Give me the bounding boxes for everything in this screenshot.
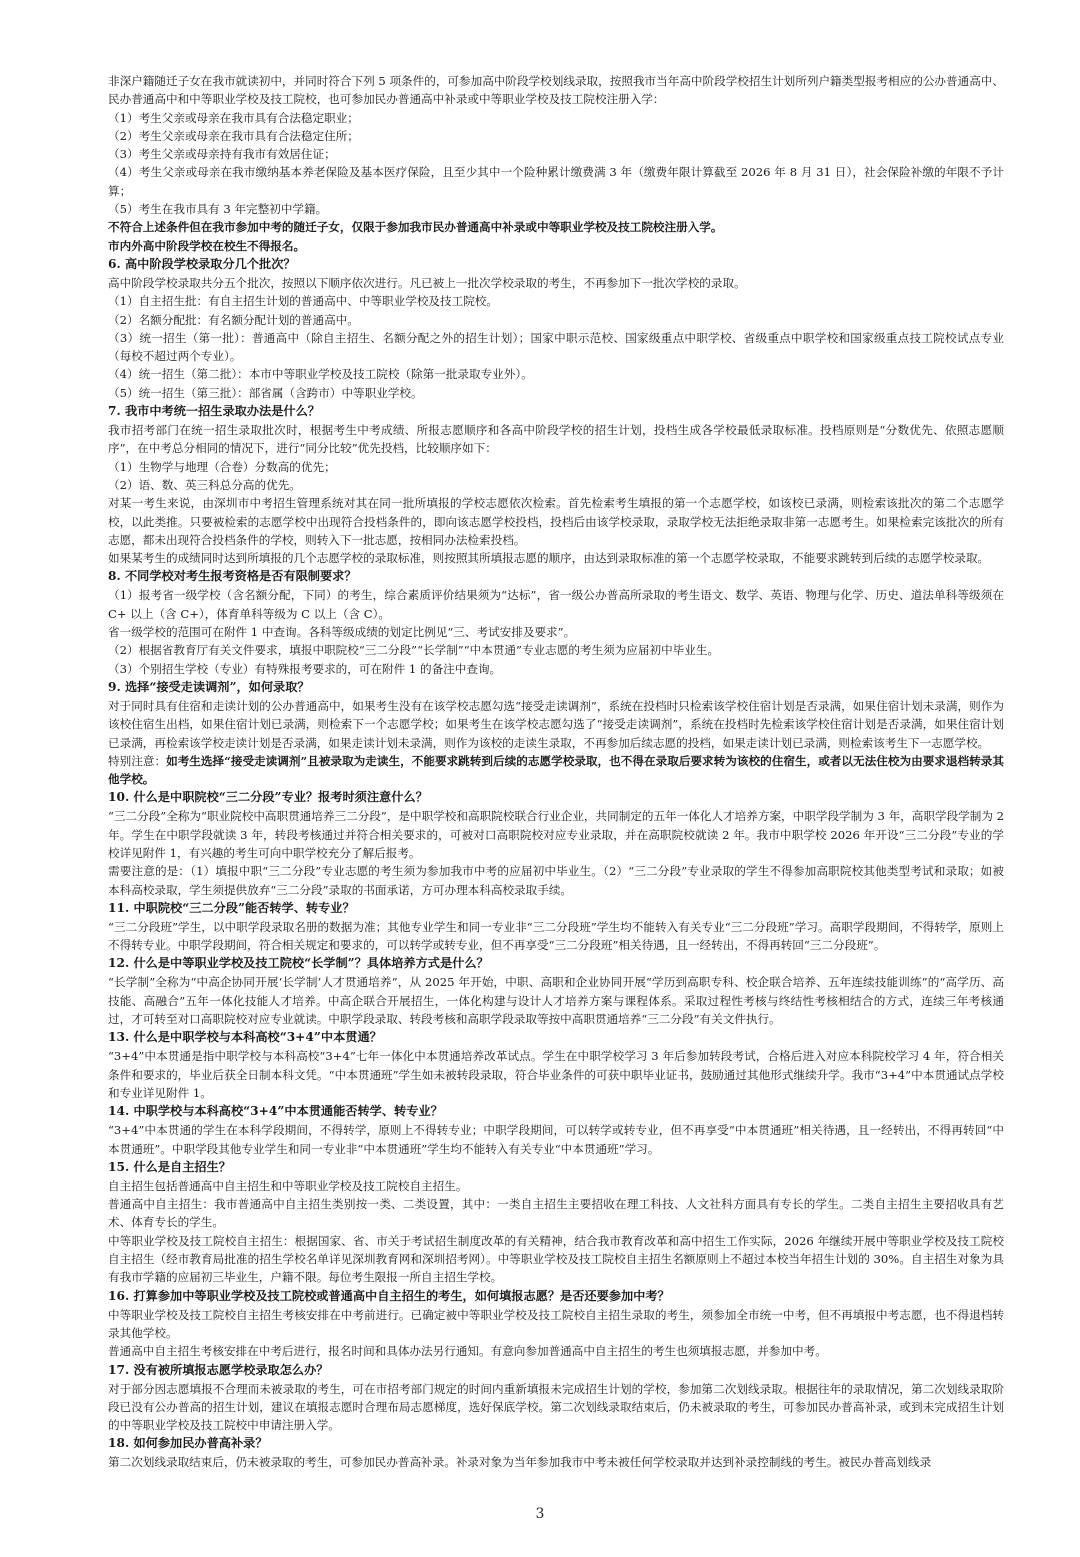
bold-note: 市内外高中阶段学校在校生不得报名。: [108, 238, 306, 253]
paragraph: 如果某考生的成绩同时达到所填报的几个志愿学校的录取标准，则按照其所填报志愿的顺序，由达到录取标准的第一个志愿学校录取，不能要求跳转到后续的志愿学校录取。: [108, 551, 990, 566]
paragraph: 普通高中自主招生：我市普通高中自主招生类别按一类、二类设置，其中：一类自主招生主要招收在理工科技、人文社科方面具有专长的学生。二类自主招生主要招收具有艺术、体育专长的学生。: [108, 1197, 1004, 1230]
list-item: （3）统一招生（第一批）：普通高中（除自主招生、名额分配之外的招生计划）；国家中职示范校、国家级重点中职学校、省级重点中职学校和国家级重点技工院校试点专业（每校不超过两个专业）。: [108, 330, 1004, 364]
condition-item: （1）考生父亲或母亲在我市具有合法稳定职业；: [108, 110, 359, 125]
section-q10: [108, 788, 1004, 898]
condition-item: （4）考生父亲或母亲在我市缴纳基本养老保险及基本医疗保险，且至少其中一个险种累计缴费满 3 年（缴费年限计算截至 2026 年 8 月 31 日），社会保险补缴的年限不予计算；: [108, 165, 1004, 198]
paragraph: 省一级学校的范围可在附件 1 中查询。各科等级成绩的划定比例见“三、考试安排及要求”。: [108, 625, 576, 640]
section-heading: 17. 没有被所填报志愿学校录取怎么办？: [108, 1362, 329, 1377]
paragraph: “三二分段”全称为“职业院校中高职贯通培养三二分段”，是中职学校和高职院校联合行业企业，共同制定的五年一体化人才培养方案，中职学段学制为 3 年，高职学段学制为 2 年。学生在中职学段就读 3 年，转段考核通过并符合相关要求的，可被对口高职院校对应专业录取，并在高职院校就读 2 年。我市中职学校 2026 年开设“三二分段”专业的学校详见附件 1，有兴趣的考生可向中职学校充分了解后报考。: [108, 809, 1004, 860]
section-q7: [108, 402, 1004, 567]
section-q6: [108, 255, 1004, 402]
intro-section: [108, 72, 1004, 255]
section-q15: [108, 1158, 1004, 1287]
paragraph: 对某一考生来说，由深圳市中考招生管理系统对其在同一批所填报的学校志愿依次检索。首先检索考生填报的第一个志愿学校，如该校已录满，则检索该批次的第二个志愿学校，以此类推。只要被检索的志愿学校中出现符合投档条件的，即向该志愿学校投档，投档后由该学校录取，录取学校无法拒绝录取非第一志愿考生。如果检索完该批次的所有志愿，都未出现符合投档条件的学校，则转入下一批志愿，按相同办法检索投档。: [108, 496, 1004, 547]
section-heading: 12. 什么是中等职业学校及技工院校“长学制”？具体培养方式是什么？: [108, 956, 489, 971]
list-item: （1）生物学与地理（合卷）分数高的优先；: [108, 459, 336, 474]
paragraph: 对于同时具有住宿和走读计划的公办普通高中，如果考生没有在该学校志愿勾选“接受走读调剂”，系统在投档时只检索该学校住宿计划是否录满，如果住宿计划未录满，则作为该校住宿生出档，如果住宿计划已录满，则检索下一个志愿学校；如果考生在该学校志愿勾选了“接受走读调剂”，系统在投档时先检索该学校住宿计划是否录满，如果住宿计划已录满，再检索该学校走读计划是否录满，如果走读计划未录满，则作为该校的走读生录取，不再参加后续志愿的投档，如果走读计划已录满，则检索该考生下一志愿学校。: [108, 698, 1004, 750]
list-item: （4）统一招生（第二批）：本市中等职业学校及技工院校（除第一批录取专业外）。: [108, 367, 533, 382]
list-item: （2）名额分配批：有名额分配计划的普通高中。: [108, 312, 359, 327]
section-q12: [108, 954, 1004, 1028]
section-q13: [108, 1028, 1004, 1102]
condition-item: （2）考生父亲或母亲在我市具有合法稳定住所；: [108, 128, 359, 143]
list-item: （5）统一招生（第三批）：部省属（含跨市）中等职业学校。: [108, 385, 423, 400]
section-q8: [108, 567, 1004, 677]
special-note: [108, 752, 1004, 789]
paragraph: “3+4”中本贯通的学生在本科学段期间，不得转学，原则上不得转专业；中职学段期间，可以转学或转专业，但不再享受“中本贯通班”相关待遇，且一经转出，不得再转回“中本贯通班”。中职学段其他专业学生和同一专业非“中本贯通班”学生均不能转入有关专业“中本贯通班”学习。: [108, 1123, 1004, 1156]
paragraph: 我市招考部门在统一招生录取批次时，根据考生中考成绩、所报志愿顺序和各高中阶段学校的招生计划，投档生成各学校最低录取标准。投档原则是“分数优先、依照志愿顺序”，在中考总分相同的情况下，进行“同分比较”优先投档，比较顺序如下：: [108, 423, 1004, 456]
section-q9: [108, 678, 1004, 788]
section-heading: 9. 选择“接受走读调剂”，如何录取？: [108, 679, 310, 694]
paragraph: “三二分段班”学生，以中职学段录取名册的数据为准；其他专业学生和同一专业非“三二分段班”学生均不能转入有关专业“三二分段班”学习。高职学段期间，不得转学，原则上不得转专业。中职学段期间，符合相关规定和要求的，可以转学或转专业，但不再享受“三二分段班”相关待遇，且一经转出，不得再转回“三二分段班”。: [108, 919, 1004, 953]
paragraph: 中等职业学校及技工院校自主招生考核安排在中考前进行。已确定被中等职业学校及技工院校自主招生录取的考生，须参加全市统一中考，但不再填报中考志愿，也不得退档转录其他学校。: [108, 1307, 1004, 1340]
section-heading: 13. 什么是中职学校与本科高校“3+4”中本贯通？: [108, 1030, 382, 1045]
list-item: （1）报考省一级学校（含名额分配，下同）的考生，综合素质评价结果须为“达标”，省一级公办普高所录取的考生语文、数学、英语、物理与化学、历史、道法单科等级须在 C+ 以上（含 C+），体育单科等级为 C 以上（含 C）。: [108, 588, 1004, 621]
paragraph: 自主招生包括普通高中自主招生和中等职业学校及技工院校自主招生。: [108, 1178, 468, 1193]
section-heading: 7. 我市中考统一招生录取办法是什么？: [108, 404, 320, 419]
section-heading: 16. 打算参加中等职业学校及技工院校或普通高中自主招生的考生，如何填报志愿？是否还要参加中考？: [108, 1288, 670, 1303]
section-q17: [108, 1361, 1004, 1435]
section-q11: [108, 899, 1004, 955]
paragraph: “长学制”全称为“中高企协同开展‘长学制’人才贯通培养”，从 2025 年开始，中职、高职和企业协同开展“学历到高职专科、校企联合培养、五年连续技能训练”的“高学历、高技能、高融合”五年一体化技能人才培养。中高企联合开展招生，一体化构建与设计人才培养方案与课程体系。采取过程性考核与终结性考核相结合的方式，连续三年考核通过，才可转至对口高职院校对应专业就读。中职学段录取、转段考核和高职学段录取等按中高职贯通培养“三二分段”有关文件执行。: [108, 975, 1004, 1027]
paragraph: 需要注意的是：（1）填报中职“三二分段”专业志愿的考生须为参加我市中考的应届初中毕业生。（2）“三二分段”专业录取的学生不得参加高职院校其他类型考试和录取；如被本科高校录取，学生须提供放弃“三二分段”录取的书面承诺，方可办理本科高校录取手续。: [108, 864, 1004, 897]
paragraph: 非深户籍随迁子女在我市就读初中，并同时符合下列 5 项条件的，可参加高中阶段学校划线录取，按照我市当年高中阶段学校招生计划所列户籍类型报考相应的公办普通高中、民办普通高中和中等职业学校及技工院校，也可参加民办普通高中补录或中等职业学校及技工院校注册入学：: [108, 74, 1004, 107]
bold-note: 不符合上述条件但在我市参加中考的随迁子女，仅限于参加我市民办普通高中补录或中等职业学校及技工院校注册入学。: [108, 220, 723, 235]
section-heading: 14. 中职学校与本科高校“3+4”中本贯通能否转学、转专业？: [108, 1104, 443, 1119]
paragraph: 中等职业学校及技工院校自主招生：根据国家、省、市关于考试招生制度改革的有关精神，结合我市教育改革和高中招生工作实际，2026 年继续开展中等职业学校及技工院校自主招生（经市教育局批准的招生学校名单详见深圳教育网和深圳招考网）。中等职业学校及技工院校自主招生名额原则上不超过本校当年招生计划的 30%。自主招生对象为具有我市学籍的应届初三毕业生，户籍不限。每位考生限报一所自主招生学校。: [108, 1233, 1004, 1285]
section-heading: 8. 不同学校对考生报考资格是否有限制要求？: [108, 569, 357, 584]
section-heading: 6. 高中阶段学校录取分几个批次？: [108, 256, 296, 271]
section-heading: 15. 什么是自主招生？: [108, 1159, 231, 1174]
section-q14: [108, 1102, 1004, 1158]
note-label: 特别注意：: [108, 753, 167, 768]
condition-item: （5）考生在我市具有 3 年完整初中学籍。: [108, 202, 328, 217]
paragraph: 普通高中自主招生考核安排在中考后进行，报名时间和具体办法另行通知。有意向参加普通高中自主招生的考生也须填报志愿，并参加中考。: [108, 1344, 827, 1359]
paragraph: 第二次划线录取结束后，仍未被录取的考生，可参加民办普高补录。补录对象为当年参加我市中考未被任何学校录取并达到补录控制线的考生。被民办普高划线录: [108, 1455, 932, 1470]
section-q16: [108, 1287, 1004, 1361]
list-item: （1）自主招生批：有自主招生计划的普通高中、中等职业学校及技工院校。: [108, 294, 498, 309]
paragraph: 对于部分因志愿填报不合理而未被录取的考生，可在市招考部门规定的时间内重新填报未完成招生计划的学校，参加第二次划线录取。根据往年的录取情况，第二次划线录取阶段已没有公办普高的招生计划，建议在填报志愿时合理布局志愿梯度，选好保底学校。第二次划线录取结束后，仍未被录取的考生，可参加民办普高补录，或到未完成招生计划的中等职业学校及技工院校中申请注册入学。: [108, 1381, 1004, 1433]
section-heading: 10. 什么是中职院校“三二分段”专业？报考时须注意什么？: [108, 790, 428, 805]
note-bold-text: 如考生选择“接受走读调剂”且被录取为走读生，不能要求跳转到后续的志愿学校录取，也不得在录取后要求转为该校的住宿生，或者以无法住校为由要求退档转录其他学校。: [108, 753, 1004, 787]
list-item: （2）根据省教育厅有关文件要求，填报中职院校“三二分段”“长学制”“中本贯通”专业志愿的考生须为应届初中毕业生。: [108, 643, 720, 658]
section-heading: 11. 中职院校“三二分段”能否转学、转专业？: [108, 900, 355, 915]
paragraph: 高中阶段学校录取共分五个批次，按照以下顺序依次进行。凡已被上一批次学校录取的考生，不再参加下一批次学校的录取。: [108, 275, 746, 290]
condition-item: （3）考生父亲或母亲持有我市有效居住证；: [108, 147, 336, 162]
page-number: 3: [535, 1506, 545, 1522]
section-heading: 18. 如何参加民办普高补录？: [108, 1436, 268, 1451]
section-q18: [108, 1434, 1004, 1471]
list-item: （3）个别招生学校（专业）有特殊报考要求的，可在附件 1 的备注中查询。: [108, 661, 502, 676]
paragraph: “3+4”中本贯通是指中职学校与本科高校“3+4”七年一体化中本贯通培养改革试点。学生在中职学校学习 3 年后参加转段考试，合格后进入对应本科院校学习 4 年，符合相关条件和要求的，毕业后获全日制本科文凭。“中本贯通班”学生如未被转段录取，符合毕业条件的可获中职毕业证书，鼓励通过其他形式继续升学。我市“3+4”中本贯通试点学校和专业详见附件 1。: [108, 1049, 1004, 1100]
list-item: （2）语、数、英三科总分高的优先。: [108, 477, 301, 492]
